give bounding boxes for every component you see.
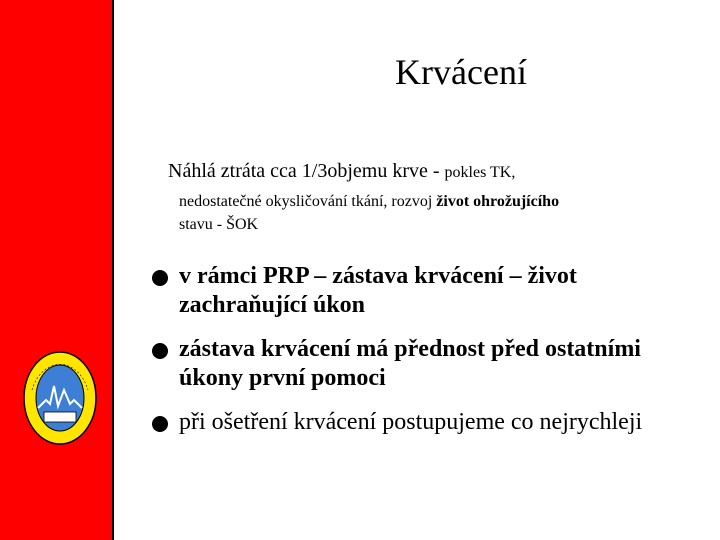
bullet-text: při ošetření krvácení postupujeme co nejrychleji <box>179 409 643 435</box>
bullet-text: v rámci PRP – zástava krvácení – život zachraňující úkon <box>179 263 577 318</box>
bullet-list <box>148 262 688 437</box>
lead-main: Náhlá ztráta cca 1/3objemu krve - <box>168 160 445 182</box>
bullet-text: zástava krvácení má přednost před ostatními úkony první pomoci <box>179 336 641 391</box>
list-item <box>148 335 688 393</box>
bullet-dot-icon <box>152 416 168 432</box>
list-item <box>148 262 688 320</box>
lead-subtext <box>179 190 689 236</box>
lead-small: pokles TK, <box>444 164 516 181</box>
list-item <box>148 408 688 437</box>
school-logo-icon <box>22 350 98 446</box>
red-sidebar <box>0 0 114 540</box>
slide-title: Krvácení <box>395 52 527 92</box>
lead-sub-end: stavu - ŠOK <box>179 216 259 233</box>
lead-sub-text: nedostatečné okysličování tkání, rozvoj <box>179 193 437 210</box>
bullet-dot-icon <box>152 270 168 286</box>
lead-text <box>168 158 688 186</box>
bullet-dot-icon <box>152 343 168 359</box>
lead-sub-bold: život ohrožujícího <box>436 193 560 210</box>
